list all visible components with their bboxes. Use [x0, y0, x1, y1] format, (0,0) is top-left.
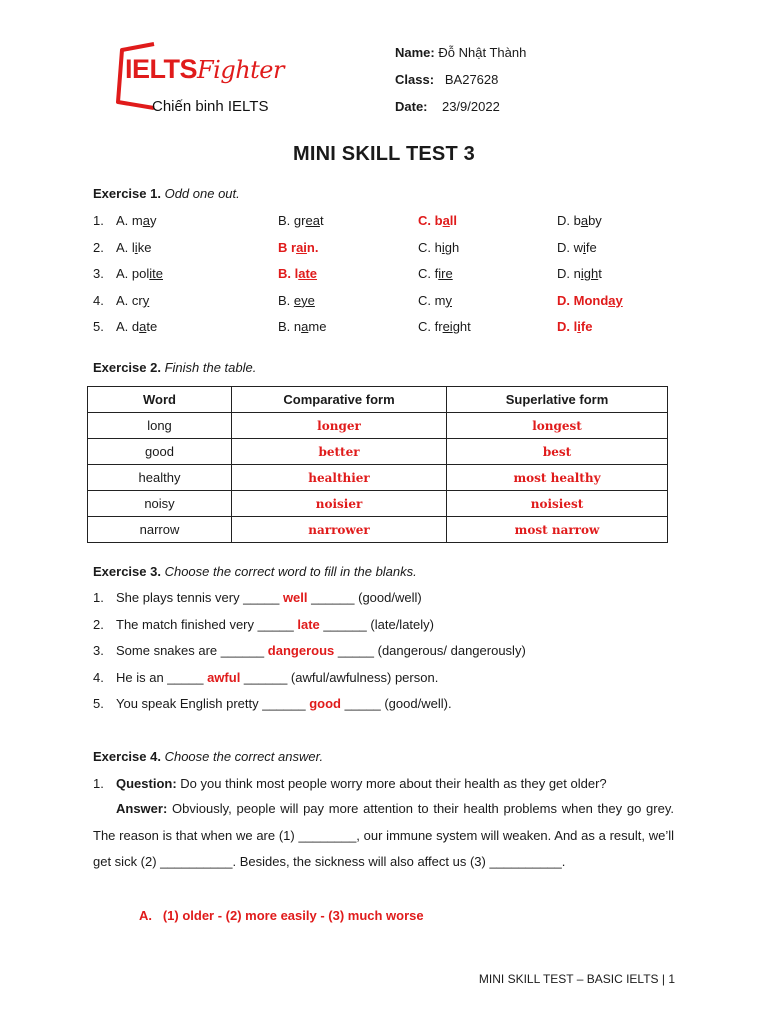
- underlined-sound: a: [301, 319, 309, 335]
- underlined-sound: i: [134, 239, 138, 255]
- sentence-text: ______ (good/well): [307, 590, 422, 605]
- class-value: BA27628: [444, 72, 499, 87]
- filled-answer: awful: [207, 669, 241, 685]
- sentence: [116, 643, 526, 658]
- page-footer: MINI SKILL TEST – BASIC IELTS | 1: [478, 972, 675, 986]
- option-a: [116, 319, 157, 334]
- word-part: t: [598, 266, 602, 282]
- superlative-cell: longest: [447, 413, 668, 439]
- filled-answer: well: [282, 590, 308, 605]
- underlined-sound: igh: [580, 266, 599, 282]
- test-date: [395, 99, 500, 114]
- underlined-sound: ire: [438, 266, 453, 282]
- sentence-text: _____ (dangerous/ dangerously): [334, 643, 526, 659]
- word-part: by: [588, 213, 602, 228]
- option-b: [278, 266, 317, 281]
- option-d: [557, 266, 602, 281]
- word-part: gh: [444, 239, 460, 255]
- exercise3-number: Exercise 3.: [93, 564, 161, 579]
- word-cell: noisy: [88, 491, 232, 517]
- sentence-text: She plays tennis very _____: [116, 590, 283, 605]
- item-number: 5.: [93, 319, 104, 335]
- page-title: MINI SKILL TEST 3: [293, 143, 475, 165]
- item-number: 2.: [93, 239, 104, 255]
- word-part: C. b: [418, 213, 443, 228]
- column-header-comparative: Comparative form: [232, 387, 447, 413]
- sentence-text: He is an _____: [116, 669, 208, 685]
- underlined-sound: ate: [298, 266, 318, 282]
- name-value: Đỗ Nhật Thành: [438, 45, 527, 60]
- underlined-sound: ite: [149, 266, 163, 282]
- table-row: [88, 491, 668, 517]
- comparative-cell: narrower: [232, 517, 447, 543]
- option-d: [557, 240, 597, 255]
- column-header-word: Word: [88, 387, 232, 413]
- option-c: [418, 266, 453, 281]
- superlative-cell: most narrow: [447, 517, 668, 543]
- superlative-cell: most healthy: [447, 465, 668, 491]
- comparative-cell: longer: [232, 413, 447, 439]
- word-part: ke: [137, 239, 152, 255]
- item-number: 2.: [93, 616, 104, 632]
- answer-choice-a: A. (1) older - (2) more easily - (3) much worse: [139, 908, 424, 923]
- option-b: [278, 240, 318, 255]
- word-part: D. w: [557, 239, 583, 255]
- option-a: [116, 293, 149, 308]
- sentence: [116, 617, 434, 632]
- word-part: n.: [306, 239, 319, 255]
- underlined-sound: a: [139, 319, 147, 335]
- filled-answer: late: [297, 616, 320, 632]
- name-label: Name:: [395, 45, 435, 60]
- table-row: [88, 413, 668, 439]
- student-class: [395, 72, 498, 87]
- sentence-text: ______ (awful/awfulness) person.: [240, 669, 439, 685]
- answer-label: Answer:: [116, 801, 168, 816]
- question-line: [116, 776, 607, 791]
- word-part: te: [146, 319, 158, 335]
- list-item: [93, 669, 439, 685]
- item-number: 1.: [93, 213, 104, 228]
- underlined-sound: y: [445, 292, 452, 308]
- superlative-cell: noisiest: [447, 491, 668, 517]
- exercise1-heading: [93, 186, 240, 201]
- question-label: Question:: [116, 776, 177, 791]
- sentence-text: _____ (good/well).: [340, 696, 452, 712]
- exercise4-number: Exercise 4.: [93, 749, 161, 764]
- exercise3-heading: [93, 564, 417, 579]
- item-number: 3.: [93, 266, 104, 282]
- option-d: [557, 319, 592, 334]
- word-part: me: [308, 319, 327, 335]
- exercise4-instruction: Choose the correct answer.: [164, 749, 324, 764]
- word-cell: narrow: [88, 517, 232, 543]
- comparative-cell: noisier: [232, 491, 447, 517]
- sentence: [116, 670, 438, 685]
- table-row: [88, 517, 668, 543]
- list-item: [93, 590, 422, 605]
- exercise1-instruction: Odd one out.: [164, 186, 240, 201]
- underlined-sound: i: [577, 319, 581, 335]
- answer-text: Obviously, people will pay more attention to their health problems when they go grey. The reason is that when we are (1) ________, our immune system will weaken. And as a result, we’ll get sick (2) __________. Besides, the sickness will also affect us (3) __________.: [93, 801, 674, 869]
- word-part: C. f: [418, 266, 439, 282]
- word-part: y: [149, 213, 157, 228]
- word-part: B r: [278, 239, 297, 255]
- word-cell: healthy: [88, 465, 232, 491]
- list-item: [93, 696, 452, 712]
- word-part: A. cr: [116, 292, 143, 308]
- underlined-sound: ea: [305, 213, 320, 228]
- item-number: 3.: [93, 643, 104, 659]
- word-part: A. d: [116, 319, 140, 335]
- word-part: C. m: [418, 292, 446, 308]
- word-part: A. l: [116, 239, 135, 255]
- option-a: [116, 213, 156, 228]
- word-part: fe: [585, 239, 597, 255]
- table-header-row: [88, 387, 668, 413]
- option-c: [418, 293, 452, 308]
- option-d: [557, 213, 602, 228]
- logo-brand-bold: IELTS: [125, 54, 198, 84]
- logo-brand-script: Fighter: [197, 56, 284, 84]
- question-number: 1.: [93, 776, 104, 791]
- ielts-fighter-logo: [114, 40, 304, 120]
- exercise4-question: [93, 776, 607, 791]
- date-value: 23/9/2022: [441, 99, 500, 114]
- filled-answer: dangerous: [267, 643, 335, 659]
- item-number: 4.: [93, 292, 104, 308]
- question-text: Do you think most people worry more about their health as they get older?: [180, 776, 607, 791]
- exercise4-heading: [93, 749, 323, 764]
- underlined-sound: a: [442, 213, 450, 228]
- word-part: fe: [580, 319, 593, 335]
- option-b: [278, 293, 315, 308]
- comparative-table: [87, 386, 668, 543]
- word-cell: long: [88, 413, 232, 439]
- sentence-text: ______ (late/lately): [319, 616, 434, 632]
- word-part: B. l: [278, 266, 299, 282]
- word-part: A. pol: [116, 266, 150, 282]
- logo-tagline: Chiến binh IELTS: [152, 98, 269, 115]
- underlined-sound: ay: [608, 292, 623, 308]
- underlined-sound: ai: [296, 239, 307, 255]
- list-item: [93, 643, 526, 659]
- exercise4-answer: [93, 796, 674, 876]
- comparative-cell: healthier: [232, 465, 447, 491]
- exercise2-number: Exercise 2.: [93, 360, 161, 375]
- option-a: [116, 266, 163, 281]
- word-part: D. b: [557, 213, 581, 228]
- word-part: ght: [452, 319, 471, 335]
- list-item: [93, 616, 434, 632]
- word-part: D. Mond: [557, 292, 609, 308]
- answer-paragraph: [93, 796, 674, 876]
- option-c: [418, 319, 471, 334]
- word-part: C. h: [418, 239, 442, 255]
- word-part: D. n: [557, 266, 581, 282]
- column-header-superlative: Superlative form: [447, 387, 668, 413]
- date-label: Date:: [395, 99, 428, 114]
- underlined-sound: a: [142, 213, 150, 228]
- word-part: ll: [449, 213, 458, 228]
- sentence-text: Some snakes are ______: [116, 643, 268, 659]
- word-part: B. n: [278, 319, 302, 335]
- table-row: [88, 465, 668, 491]
- word-part: C. fr: [418, 319, 443, 335]
- sentence-text: The match finished very _____: [116, 616, 298, 632]
- word-part: D. l: [557, 319, 578, 335]
- item-number: 5.: [93, 696, 104, 712]
- option-b: [278, 319, 326, 334]
- exercise2-heading: [93, 360, 256, 375]
- underlined-sound: eye: [293, 292, 315, 308]
- option-d: [557, 293, 623, 308]
- option-c: [418, 240, 459, 255]
- exercise2-instruction: Finish the table.: [164, 360, 257, 375]
- superlative-cell: best: [447, 439, 668, 465]
- sentence-text: You speak English pretty ______: [116, 696, 310, 712]
- underlined-sound: ei: [442, 319, 453, 335]
- word-part: B. gr: [278, 213, 306, 228]
- logo-wordmark: [125, 54, 284, 85]
- word-cell: good: [88, 439, 232, 465]
- student-name: [395, 45, 526, 60]
- sentence: [116, 590, 422, 605]
- exercise1-number: Exercise 1.: [93, 186, 161, 201]
- filled-answer: good: [309, 696, 341, 712]
- item-number: 1.: [93, 590, 104, 605]
- exercise3-instruction: Choose the correct word to fill in the blanks.: [164, 564, 417, 579]
- underlined-sound: y: [142, 292, 150, 308]
- comparative-cell: better: [232, 439, 447, 465]
- underlined-sound: i: [583, 239, 586, 255]
- word-part: t: [319, 213, 324, 228]
- word-part: B.: [278, 292, 294, 308]
- item-number: 4.: [93, 669, 104, 685]
- table-row: [88, 439, 668, 465]
- class-label: Class:: [395, 72, 435, 87]
- underlined-sound: i: [441, 239, 445, 255]
- sentence: [116, 696, 452, 711]
- option-a: [116, 240, 151, 255]
- option-b: [278, 213, 324, 228]
- table-body: [88, 413, 668, 543]
- option-c: [418, 213, 457, 228]
- word-part: A. m: [116, 213, 143, 228]
- underlined-sound: a: [580, 213, 589, 228]
